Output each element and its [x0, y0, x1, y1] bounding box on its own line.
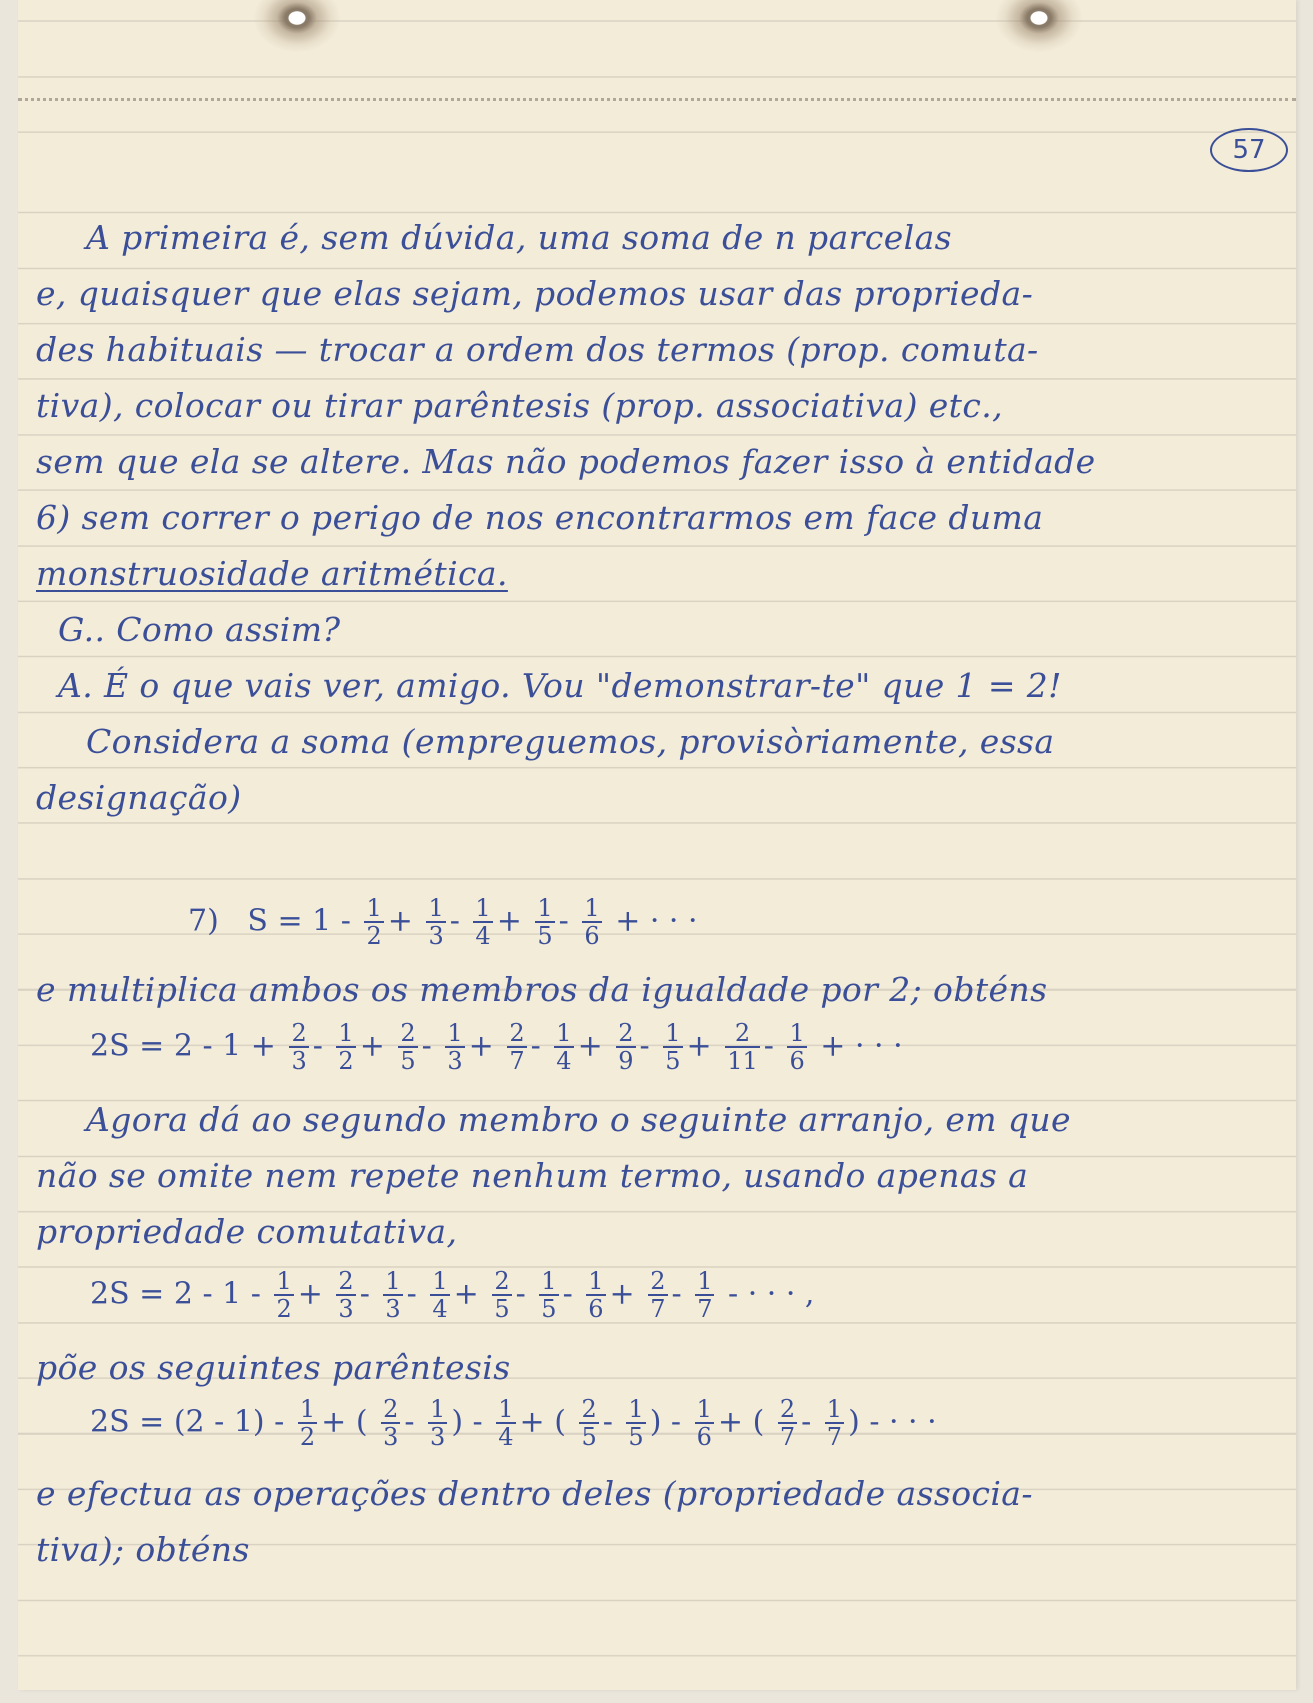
text-line: monstruosidade aritmética.	[36, 554, 508, 593]
fraction: $\frac{1}{3}$	[447, 1019, 463, 1076]
equation-lhs: 2S = 2 - 1 +	[90, 1028, 276, 1064]
equation-7: 7) S = 1 - $\frac{1}{2}$ + $\frac{1}{3}$ - $\frac{1}{4}$ + $\frac{1}{5}$ - $\frac{1}{6}$ + · · ·	[188, 894, 698, 951]
fraction: $\frac{1}{5}$	[665, 1019, 681, 1076]
fraction: $\frac{1}{5}$	[541, 1267, 557, 1324]
text-line: sem que ela se altere. Mas não podemos fazer isso à entidade	[36, 442, 1096, 481]
fraction: $\frac{2}{5}$	[494, 1267, 510, 1324]
text-line: Agora dá ao segundo membro o seguinte arranjo, em que	[86, 1100, 1071, 1139]
fraction: $\frac{1}{4}$	[498, 1395, 514, 1452]
fraction: $\frac{1}{2}$	[338, 1019, 354, 1076]
text-line: e multiplica ambos os membros da igualdade por 2; obténs	[36, 970, 1048, 1009]
fraction: $\frac{2}{5}$	[400, 1019, 416, 1076]
equation-2s-first: 2S = 2 - 1 + $\frac{2}{3}$ - $\frac{1}{2}$ + $\frac{2}{5}$ - $\frac{1}{3}$ + $\frac{2}{7}$ - $\frac{1}{4}$ + $\frac{2}{9}$ - $\frac{1}{5}$ + $\frac{2}{11}$ - $\frac{1}{6}$ + · · ·	[90, 1019, 903, 1076]
main-paragraph	[36, 210, 1286, 826]
equation-tail: + · · ·	[820, 1028, 903, 1064]
equation-tail: + · · ·	[615, 903, 698, 939]
text-line: des habituais — trocar a ordem dos termos (prop. comuta-	[36, 330, 1039, 369]
fraction: $\frac{1}{3}$	[385, 1267, 401, 1324]
fraction: $\frac{2}{7}$	[650, 1267, 666, 1324]
equation-label: 7)	[188, 903, 219, 939]
punch-hole-right	[996, 0, 1082, 52]
fraction: $\frac{1}{6}$	[789, 1019, 805, 1076]
fraction: $\frac{2}{3}$	[338, 1267, 354, 1324]
fraction: $\frac{1}{6}$	[696, 1395, 712, 1452]
text-line: e, quaisquer que elas sejam, podemos usar das proprieda-	[36, 274, 1034, 313]
text-line: designação)	[36, 778, 242, 817]
fraction: $\frac{1}{3}$	[428, 894, 444, 951]
fraction: $\frac{1}{2}$	[299, 1395, 316, 1452]
text-line: põe os seguintes parêntesis	[36, 1348, 511, 1387]
fraction: $\frac{2}{11}$	[727, 1019, 758, 1076]
perforation-line	[18, 98, 1296, 101]
page-number: 57	[1210, 128, 1288, 172]
notebook-page	[18, 0, 1296, 1690]
fraction: $\frac{2}{3}$	[383, 1395, 399, 1452]
equation-2s-third: 2S = (2 - 1) - $\frac{1}{2}$ + ( $\frac{2}{3}$ - $\frac{1}{3}$ ) - $\frac{1}{4}$ + ( $\frac{2}{5}$ - $\frac{1}{5}$ ) - $\frac{1}{6}$ + ( $\frac{2}{7}$ - $\frac{1}{7}$ ) - · · ·	[90, 1395, 937, 1452]
text-line: 6) sem correr o perigo de nos encontrarmos em face duma	[36, 498, 1044, 537]
parentheses-sentence	[36, 1340, 1286, 1396]
text-line: propriedade comutativa,	[36, 1212, 458, 1251]
fraction: $\frac{1}{2}$	[276, 1267, 292, 1324]
punch-hole-left	[254, 0, 340, 52]
fraction: $\frac{1}{5}$	[628, 1395, 644, 1452]
closing-paragraph	[36, 1466, 1286, 1578]
fraction: $\frac{2}{7}$	[509, 1019, 525, 1076]
fraction: $\frac{2}{7}$	[779, 1395, 796, 1452]
fraction: $\frac{1}{5}$	[537, 894, 553, 951]
text-line: Considera a soma (empreguemos, provisòriamente, essa	[86, 722, 1055, 761]
text-line: tiva), colocar ou tirar parêntesis (prop. associativa) etc.,	[36, 386, 1003, 425]
fraction: $\frac{1}{3}$	[430, 1395, 446, 1452]
fraction: $\frac{2}{3}$	[291, 1019, 307, 1076]
dialogue-g: G.. Como assim?	[58, 610, 341, 649]
fraction: $\frac{1}{7}$	[697, 1267, 713, 1324]
equation-tail: - · · ·	[869, 1404, 937, 1440]
fraction: $\frac{1}{2}$	[366, 894, 382, 951]
text-line: tiva); obténs	[36, 1530, 250, 1569]
equation-lhs: S = 1 -	[247, 903, 351, 939]
fraction: $\frac{2}{5}$	[581, 1395, 597, 1452]
arrangement-paragraph	[36, 1092, 1286, 1260]
equation-tail: - · · · ,	[728, 1276, 815, 1312]
fraction: $\frac{1}{7}$	[826, 1395, 843, 1452]
equation-lhs: 2S = (2 - 1) -	[90, 1404, 285, 1440]
fraction: $\frac{1}{4}$	[432, 1267, 448, 1324]
text-line: e efectua as operações dentro deles (propriedade associa-	[36, 1474, 1033, 1513]
dialogue-a: A. É o que vais ver, amigo. Vou "demonstrar-te" que 1 = 2!	[58, 666, 1062, 705]
text-line: A primeira é, sem dúvida, uma soma de n parcelas	[86, 218, 953, 257]
fraction: $\frac{1}{4}$	[475, 894, 491, 951]
multiply-sentence	[36, 962, 1286, 1018]
text-line: não se omite nem repete nenhum termo, usando apenas a	[36, 1156, 1029, 1195]
fraction: $\frac{1}{6}$	[588, 1267, 604, 1324]
fraction: $\frac{1}{6}$	[584, 894, 600, 951]
equation-lhs: 2S = 2 - 1 -	[90, 1276, 261, 1312]
fraction: $\frac{1}{4}$	[556, 1019, 572, 1076]
fraction: $\frac{2}{9}$	[618, 1019, 634, 1076]
equation-2s-second: 2S = 2 - 1 - $\frac{1}{2}$ + $\frac{2}{3}$ - $\frac{1}{3}$ - $\frac{1}{4}$ + $\frac{2}{5}$ - $\frac{1}{5}$ - $\frac{1}{6}$ + $\frac{2}{7}$ - $\frac{1}{7}$ - · · · ,	[90, 1267, 815, 1324]
